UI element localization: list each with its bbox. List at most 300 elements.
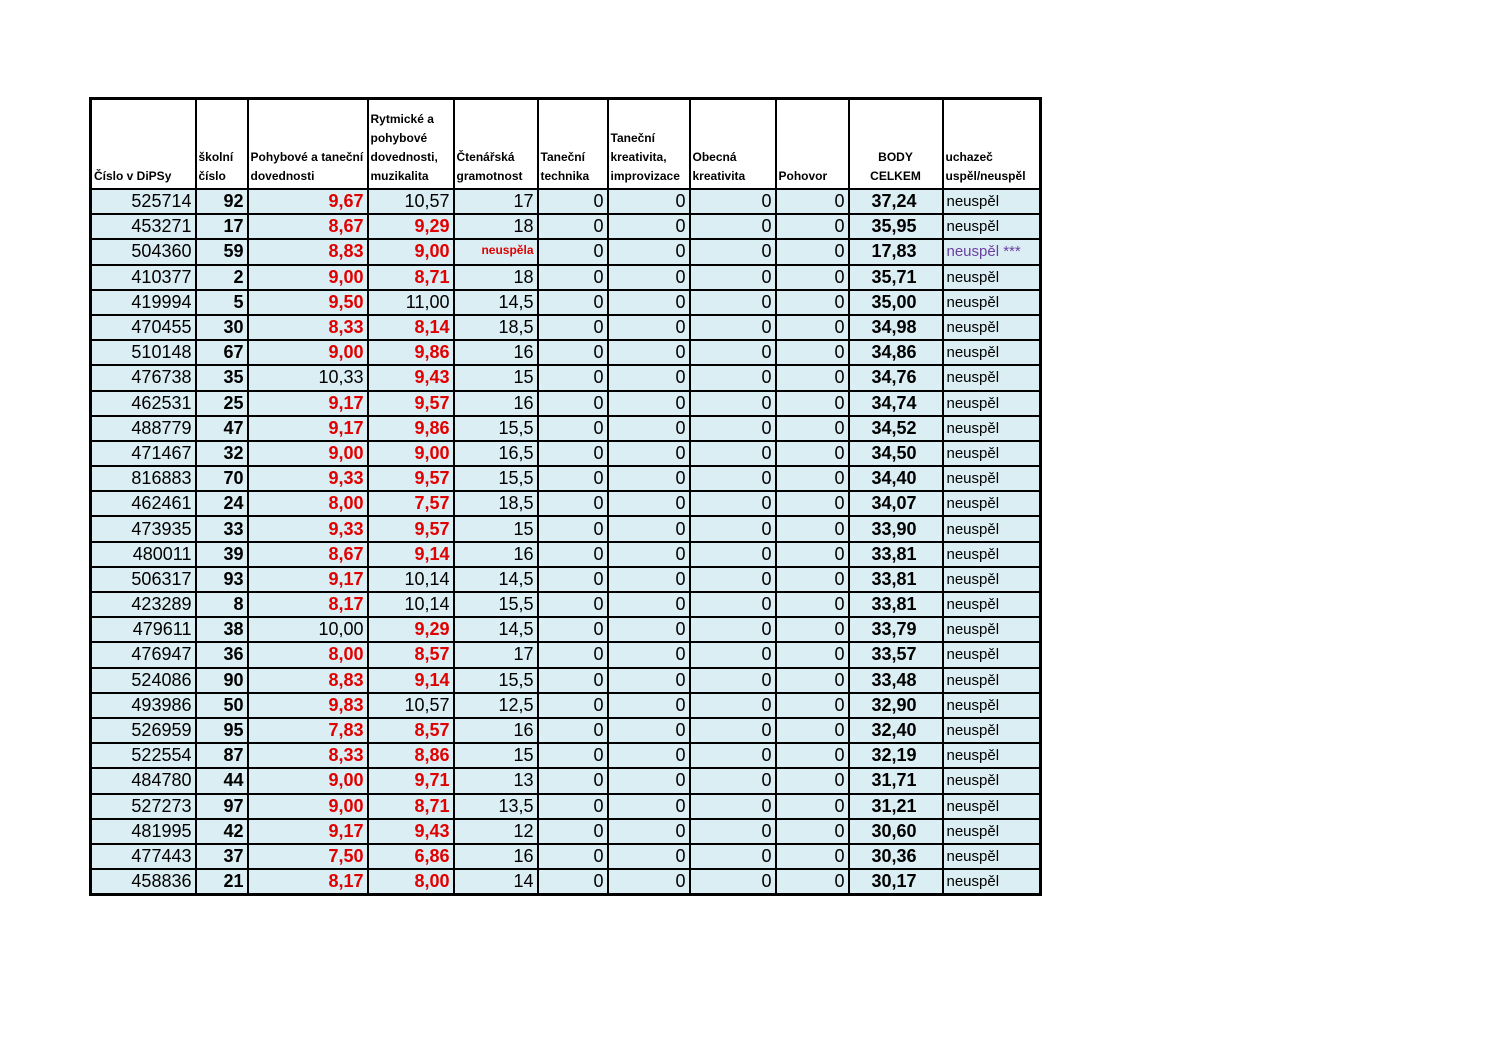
cell-pohovor: 0 bbox=[776, 768, 849, 793]
cell-pohyb: 8,00 bbox=[248, 642, 368, 667]
table-body bbox=[91, 189, 1041, 895]
cell-total: 33,57 bbox=[849, 642, 943, 667]
cell-dipsy: 816883 bbox=[91, 466, 196, 491]
cell-cten: 16 bbox=[454, 542, 538, 567]
cell-obec: 0 bbox=[690, 340, 776, 365]
cell-cten: 17 bbox=[454, 642, 538, 667]
cell-skolni: 70 bbox=[196, 466, 248, 491]
cell-status: neuspěl bbox=[943, 693, 1041, 718]
cell-rytm: 8,57 bbox=[368, 642, 454, 667]
cell-skolni: 5 bbox=[196, 290, 248, 315]
cell-skolni: 50 bbox=[196, 693, 248, 718]
cell-skolni: 32 bbox=[196, 441, 248, 466]
cell-rytm: 6,86 bbox=[368, 844, 454, 869]
cell-obec: 0 bbox=[690, 214, 776, 239]
cell-cten: 15,5 bbox=[454, 416, 538, 441]
table-row bbox=[91, 567, 1041, 592]
cell-skolni: 44 bbox=[196, 768, 248, 793]
cell-dipsy: 476947 bbox=[91, 642, 196, 667]
cell-status: neuspěl bbox=[943, 290, 1041, 315]
cell-cten: 13,5 bbox=[454, 794, 538, 819]
cell-tech: 0 bbox=[538, 290, 608, 315]
cell-tech: 0 bbox=[538, 693, 608, 718]
cell-cten: 16 bbox=[454, 340, 538, 365]
cell-dipsy: 527273 bbox=[91, 794, 196, 819]
cell-dipsy: 524086 bbox=[91, 668, 196, 693]
cell-skolni: 36 bbox=[196, 642, 248, 667]
cell-pohyb: 9,00 bbox=[248, 441, 368, 466]
cell-status: neuspěl bbox=[943, 365, 1041, 390]
cell-skolni: 67 bbox=[196, 340, 248, 365]
cell-skolni: 59 bbox=[196, 239, 248, 264]
cell-pohyb: 10,00 bbox=[248, 617, 368, 642]
cell-cten: 15 bbox=[454, 743, 538, 768]
cell-total: 30,17 bbox=[849, 869, 943, 895]
cell-status: neuspěl bbox=[943, 542, 1041, 567]
cell-tech: 0 bbox=[538, 668, 608, 693]
table-row bbox=[91, 516, 1041, 541]
col-header-krea: Taneční kreativita, improvizace bbox=[608, 99, 690, 190]
cell-rytm: 8,71 bbox=[368, 265, 454, 290]
cell-pohyb: 9,17 bbox=[248, 391, 368, 416]
table-row bbox=[91, 416, 1041, 441]
cell-pohyb: 7,83 bbox=[248, 718, 368, 743]
cell-obec: 0 bbox=[690, 542, 776, 567]
cell-dipsy: 471467 bbox=[91, 441, 196, 466]
cell-krea: 0 bbox=[608, 718, 690, 743]
cell-skolni: 95 bbox=[196, 718, 248, 743]
cell-total: 35,95 bbox=[849, 214, 943, 239]
cell-krea: 0 bbox=[608, 441, 690, 466]
cell-pohyb: 9,00 bbox=[248, 768, 368, 793]
cell-cten: 16,5 bbox=[454, 441, 538, 466]
cell-krea: 0 bbox=[608, 391, 690, 416]
cell-skolni: 92 bbox=[196, 189, 248, 214]
cell-rytm: 7,57 bbox=[368, 491, 454, 516]
cell-dipsy: 510148 bbox=[91, 340, 196, 365]
cell-tech: 0 bbox=[538, 214, 608, 239]
cell-tech: 0 bbox=[538, 239, 608, 264]
cell-pohovor: 0 bbox=[776, 617, 849, 642]
cell-cten: 16 bbox=[454, 391, 538, 416]
table-row bbox=[91, 617, 1041, 642]
cell-rytm: 9,57 bbox=[368, 391, 454, 416]
cell-krea: 0 bbox=[608, 869, 690, 895]
cell-krea: 0 bbox=[608, 592, 690, 617]
cell-tech: 0 bbox=[538, 441, 608, 466]
cell-total: 34,40 bbox=[849, 466, 943, 491]
cell-pohovor: 0 bbox=[776, 567, 849, 592]
table-row bbox=[91, 214, 1041, 239]
cell-krea: 0 bbox=[608, 768, 690, 793]
cell-rytm: 8,57 bbox=[368, 718, 454, 743]
cell-rytm: 10,57 bbox=[368, 693, 454, 718]
cell-obec: 0 bbox=[690, 869, 776, 895]
cell-rytm: 9,57 bbox=[368, 466, 454, 491]
cell-skolni: 97 bbox=[196, 794, 248, 819]
cell-pohyb: 9,83 bbox=[248, 693, 368, 718]
cell-status: neuspěl bbox=[943, 416, 1041, 441]
cell-obec: 0 bbox=[690, 466, 776, 491]
cell-krea: 0 bbox=[608, 642, 690, 667]
cell-pohyb: 9,17 bbox=[248, 567, 368, 592]
cell-pohovor: 0 bbox=[776, 214, 849, 239]
cell-tech: 0 bbox=[538, 365, 608, 390]
cell-obec: 0 bbox=[690, 491, 776, 516]
cell-total: 33,90 bbox=[849, 516, 943, 541]
table-row bbox=[91, 642, 1041, 667]
cell-pohyb: 8,33 bbox=[248, 743, 368, 768]
cell-dipsy: 423289 bbox=[91, 592, 196, 617]
cell-rytm: 9,00 bbox=[368, 441, 454, 466]
cell-tech: 0 bbox=[538, 542, 608, 567]
cell-skolni: 35 bbox=[196, 365, 248, 390]
cell-rytm: 9,29 bbox=[368, 214, 454, 239]
cell-status: neuspěl bbox=[943, 491, 1041, 516]
cell-skolni: 8 bbox=[196, 592, 248, 617]
cell-status: neuspěl bbox=[943, 516, 1041, 541]
cell-krea: 0 bbox=[608, 265, 690, 290]
cell-pohovor: 0 bbox=[776, 794, 849, 819]
cell-krea: 0 bbox=[608, 794, 690, 819]
cell-tech: 0 bbox=[538, 743, 608, 768]
cell-cten: 14 bbox=[454, 869, 538, 895]
cell-tech: 0 bbox=[538, 416, 608, 441]
table-row bbox=[91, 542, 1041, 567]
cell-tech: 0 bbox=[538, 466, 608, 491]
cell-rytm: 9,57 bbox=[368, 516, 454, 541]
cell-total: 31,71 bbox=[849, 768, 943, 793]
cell-total: 31,21 bbox=[849, 794, 943, 819]
cell-obec: 0 bbox=[690, 416, 776, 441]
cell-pohyb: 8,00 bbox=[248, 491, 368, 516]
cell-tech: 0 bbox=[538, 844, 608, 869]
table-header bbox=[91, 99, 1041, 190]
cell-total: 30,60 bbox=[849, 819, 943, 844]
cell-status: neuspěl bbox=[943, 391, 1041, 416]
cell-total: 34,98 bbox=[849, 315, 943, 340]
cell-skolni: 38 bbox=[196, 617, 248, 642]
cell-obec: 0 bbox=[690, 743, 776, 768]
cell-total: 34,74 bbox=[849, 391, 943, 416]
cell-skolni: 39 bbox=[196, 542, 248, 567]
cell-dipsy: 484780 bbox=[91, 768, 196, 793]
cell-tech: 0 bbox=[538, 718, 608, 743]
cell-total: 33,81 bbox=[849, 592, 943, 617]
cell-krea: 0 bbox=[608, 365, 690, 390]
cell-pohyb: 8,17 bbox=[248, 592, 368, 617]
cell-obec: 0 bbox=[690, 391, 776, 416]
table-row bbox=[91, 315, 1041, 340]
col-header-pohovor: Pohovor bbox=[776, 99, 849, 190]
cell-tech: 0 bbox=[538, 617, 608, 642]
cell-obec: 0 bbox=[690, 239, 776, 264]
cell-tech: 0 bbox=[538, 340, 608, 365]
cell-dipsy: 476738 bbox=[91, 365, 196, 390]
cell-cten: 14,5 bbox=[454, 617, 538, 642]
table-row bbox=[91, 239, 1041, 264]
cell-cten: 14,5 bbox=[454, 290, 538, 315]
cell-rytm: 11,00 bbox=[368, 290, 454, 315]
cell-skolni: 17 bbox=[196, 214, 248, 239]
cell-krea: 0 bbox=[608, 491, 690, 516]
cell-pohovor: 0 bbox=[776, 542, 849, 567]
cell-pohovor: 0 bbox=[776, 340, 849, 365]
cell-obec: 0 bbox=[690, 592, 776, 617]
cell-total: 37,24 bbox=[849, 189, 943, 214]
cell-rytm: 10,57 bbox=[368, 189, 454, 214]
table-row bbox=[91, 340, 1041, 365]
cell-dipsy: 419994 bbox=[91, 290, 196, 315]
cell-total: 32,19 bbox=[849, 743, 943, 768]
cell-cten: 12 bbox=[454, 819, 538, 844]
cell-rytm: 9,14 bbox=[368, 542, 454, 567]
cell-pohovor: 0 bbox=[776, 290, 849, 315]
cell-obec: 0 bbox=[690, 516, 776, 541]
cell-rytm: 9,86 bbox=[368, 340, 454, 365]
cell-rytm: 8,14 bbox=[368, 315, 454, 340]
cell-tech: 0 bbox=[538, 567, 608, 592]
cell-skolni: 90 bbox=[196, 668, 248, 693]
cell-pohyb: 8,83 bbox=[248, 239, 368, 264]
cell-skolni: 24 bbox=[196, 491, 248, 516]
cell-status: neuspěl bbox=[943, 819, 1041, 844]
cell-pohovor: 0 bbox=[776, 265, 849, 290]
cell-pohyb: 8,67 bbox=[248, 214, 368, 239]
cell-dipsy: 477443 bbox=[91, 844, 196, 869]
cell-tech: 0 bbox=[538, 315, 608, 340]
cell-pohyb: 9,17 bbox=[248, 416, 368, 441]
cell-dipsy: 458836 bbox=[91, 869, 196, 895]
cell-pohovor: 0 bbox=[776, 491, 849, 516]
cell-dipsy: 493986 bbox=[91, 693, 196, 718]
cell-cten: 14,5 bbox=[454, 567, 538, 592]
cell-obec: 0 bbox=[690, 189, 776, 214]
cell-tech: 0 bbox=[538, 819, 608, 844]
cell-cten: 12,5 bbox=[454, 693, 538, 718]
table-row bbox=[91, 441, 1041, 466]
cell-pohovor: 0 bbox=[776, 516, 849, 541]
cell-skolni: 2 bbox=[196, 265, 248, 290]
cell-pohyb: 9,00 bbox=[248, 340, 368, 365]
cell-krea: 0 bbox=[608, 693, 690, 718]
table-row bbox=[91, 491, 1041, 516]
cell-obec: 0 bbox=[690, 642, 776, 667]
cell-krea: 0 bbox=[608, 668, 690, 693]
cell-total: 35,00 bbox=[849, 290, 943, 315]
cell-total: 34,50 bbox=[849, 441, 943, 466]
cell-obec: 0 bbox=[690, 844, 776, 869]
cell-pohovor: 0 bbox=[776, 819, 849, 844]
cell-dipsy: 480011 bbox=[91, 542, 196, 567]
cell-krea: 0 bbox=[608, 743, 690, 768]
cell-rytm: 9,43 bbox=[368, 819, 454, 844]
cell-dipsy: 504360 bbox=[91, 239, 196, 264]
cell-tech: 0 bbox=[538, 189, 608, 214]
col-header-tech: Taneční technika bbox=[538, 99, 608, 190]
cell-tech: 0 bbox=[538, 592, 608, 617]
table-row bbox=[91, 466, 1041, 491]
col-header-skolni: školní číslo bbox=[196, 99, 248, 190]
cell-pohyb: 7,50 bbox=[248, 844, 368, 869]
cell-pohovor: 0 bbox=[776, 239, 849, 264]
cell-cten: 15,5 bbox=[454, 466, 538, 491]
col-header-total: BODY CELKEM bbox=[849, 99, 943, 190]
cell-pohovor: 0 bbox=[776, 844, 849, 869]
cell-pohovor: 0 bbox=[776, 592, 849, 617]
cell-cten: 18,5 bbox=[454, 491, 538, 516]
cell-total: 34,76 bbox=[849, 365, 943, 390]
cell-krea: 0 bbox=[608, 466, 690, 491]
cell-obec: 0 bbox=[690, 668, 776, 693]
table-row bbox=[91, 768, 1041, 793]
cell-pohovor: 0 bbox=[776, 668, 849, 693]
cell-pohovor: 0 bbox=[776, 189, 849, 214]
cell-rytm: 10,14 bbox=[368, 567, 454, 592]
cell-status: neuspěl *** bbox=[943, 239, 1041, 264]
cell-obec: 0 bbox=[690, 290, 776, 315]
cell-tech: 0 bbox=[538, 642, 608, 667]
cell-dipsy: 481995 bbox=[91, 819, 196, 844]
cell-krea: 0 bbox=[608, 315, 690, 340]
table-row bbox=[91, 743, 1041, 768]
cell-dipsy: 526959 bbox=[91, 718, 196, 743]
cell-status: neuspěl bbox=[943, 668, 1041, 693]
cell-pohyb: 9,50 bbox=[248, 290, 368, 315]
cell-pohovor: 0 bbox=[776, 315, 849, 340]
cell-obec: 0 bbox=[690, 617, 776, 642]
cell-dipsy: 506317 bbox=[91, 567, 196, 592]
cell-pohyb: 8,17 bbox=[248, 869, 368, 895]
cell-total: 32,40 bbox=[849, 718, 943, 743]
table-row bbox=[91, 668, 1041, 693]
cell-skolni: 93 bbox=[196, 567, 248, 592]
table-row bbox=[91, 592, 1041, 617]
cell-status: neuspěl bbox=[943, 567, 1041, 592]
cell-krea: 0 bbox=[608, 567, 690, 592]
cell-obec: 0 bbox=[690, 441, 776, 466]
cell-total: 33,81 bbox=[849, 542, 943, 567]
cell-status: neuspěl bbox=[943, 743, 1041, 768]
cell-skolni: 42 bbox=[196, 819, 248, 844]
cell-status: neuspěl bbox=[943, 642, 1041, 667]
table-row bbox=[91, 819, 1041, 844]
cell-krea: 0 bbox=[608, 844, 690, 869]
cell-status: neuspěl bbox=[943, 214, 1041, 239]
cell-dipsy: 462461 bbox=[91, 491, 196, 516]
cell-dipsy: 453271 bbox=[91, 214, 196, 239]
table-row bbox=[91, 794, 1041, 819]
cell-pohyb: 10,33 bbox=[248, 365, 368, 390]
cell-skolni: 25 bbox=[196, 391, 248, 416]
cell-pohovor: 0 bbox=[776, 718, 849, 743]
cell-dipsy: 473935 bbox=[91, 516, 196, 541]
cell-skolni: 47 bbox=[196, 416, 248, 441]
cell-tech: 0 bbox=[538, 869, 608, 895]
col-header-dipsy: Číslo v DiPSy bbox=[91, 99, 196, 190]
cell-total: 34,07 bbox=[849, 491, 943, 516]
cell-krea: 0 bbox=[608, 819, 690, 844]
cell-pohyb: 9,33 bbox=[248, 516, 368, 541]
table-row bbox=[91, 718, 1041, 743]
cell-skolni: 21 bbox=[196, 869, 248, 895]
cell-dipsy: 470455 bbox=[91, 315, 196, 340]
col-header-obec: Obecná kreativita bbox=[690, 99, 776, 190]
cell-status: neuspěl bbox=[943, 265, 1041, 290]
cell-tech: 0 bbox=[538, 794, 608, 819]
cell-pohyb: 9,33 bbox=[248, 466, 368, 491]
cell-pohyb: 9,00 bbox=[248, 794, 368, 819]
cell-tech: 0 bbox=[538, 768, 608, 793]
col-header-cten: Čtenářská gramotnost bbox=[454, 99, 538, 190]
cell-pohovor: 0 bbox=[776, 391, 849, 416]
cell-total: 30,36 bbox=[849, 844, 943, 869]
cell-obec: 0 bbox=[690, 265, 776, 290]
cell-obec: 0 bbox=[690, 819, 776, 844]
cell-obec: 0 bbox=[690, 693, 776, 718]
table-row bbox=[91, 189, 1041, 214]
cell-cten: 13 bbox=[454, 768, 538, 793]
cell-total: 33,48 bbox=[849, 668, 943, 693]
cell-rytm: 8,86 bbox=[368, 743, 454, 768]
cell-cten: 18 bbox=[454, 214, 538, 239]
cell-total: 34,86 bbox=[849, 340, 943, 365]
cell-krea: 0 bbox=[608, 340, 690, 365]
col-header-pohyb: Pohybové a taneční dovednosti bbox=[248, 99, 368, 190]
cell-cten: 18,5 bbox=[454, 315, 538, 340]
cell-obec: 0 bbox=[690, 718, 776, 743]
cell-pohovor: 0 bbox=[776, 466, 849, 491]
cell-skolni: 33 bbox=[196, 516, 248, 541]
cell-pohyb: 9,00 bbox=[248, 265, 368, 290]
cell-status: neuspěl bbox=[943, 340, 1041, 365]
col-header-rytm: Rytmické a pohybové dovednosti, muzikalita bbox=[368, 99, 454, 190]
table-row bbox=[91, 265, 1041, 290]
cell-pohovor: 0 bbox=[776, 642, 849, 667]
cell-krea: 0 bbox=[608, 617, 690, 642]
table-row bbox=[91, 844, 1041, 869]
col-header-status: uchazeč uspěl/neuspěl bbox=[943, 99, 1041, 190]
cell-obec: 0 bbox=[690, 315, 776, 340]
table-row bbox=[91, 869, 1041, 895]
cell-status: neuspěl bbox=[943, 844, 1041, 869]
cell-pohyb: 8,67 bbox=[248, 542, 368, 567]
cell-rytm: 9,71 bbox=[368, 768, 454, 793]
table-row bbox=[91, 365, 1041, 390]
cell-total: 35,71 bbox=[849, 265, 943, 290]
cell-status: neuspěl bbox=[943, 315, 1041, 340]
cell-pohovor: 0 bbox=[776, 416, 849, 441]
cell-tech: 0 bbox=[538, 391, 608, 416]
cell-cten: 15,5 bbox=[454, 668, 538, 693]
cell-status: neuspěl bbox=[943, 718, 1041, 743]
cell-obec: 0 bbox=[690, 794, 776, 819]
cell-krea: 0 bbox=[608, 416, 690, 441]
cell-cten: neuspěla bbox=[454, 239, 538, 264]
cell-total: 34,52 bbox=[849, 416, 943, 441]
cell-pohyb: 9,17 bbox=[248, 819, 368, 844]
table-row bbox=[91, 693, 1041, 718]
cell-pohyb: 8,33 bbox=[248, 315, 368, 340]
cell-skolni: 87 bbox=[196, 743, 248, 768]
cell-krea: 0 bbox=[608, 189, 690, 214]
cell-krea: 0 bbox=[608, 516, 690, 541]
cell-pohovor: 0 bbox=[776, 869, 849, 895]
cell-krea: 0 bbox=[608, 290, 690, 315]
cell-cten: 15 bbox=[454, 516, 538, 541]
cell-dipsy: 488779 bbox=[91, 416, 196, 441]
cell-total: 17,83 bbox=[849, 239, 943, 264]
